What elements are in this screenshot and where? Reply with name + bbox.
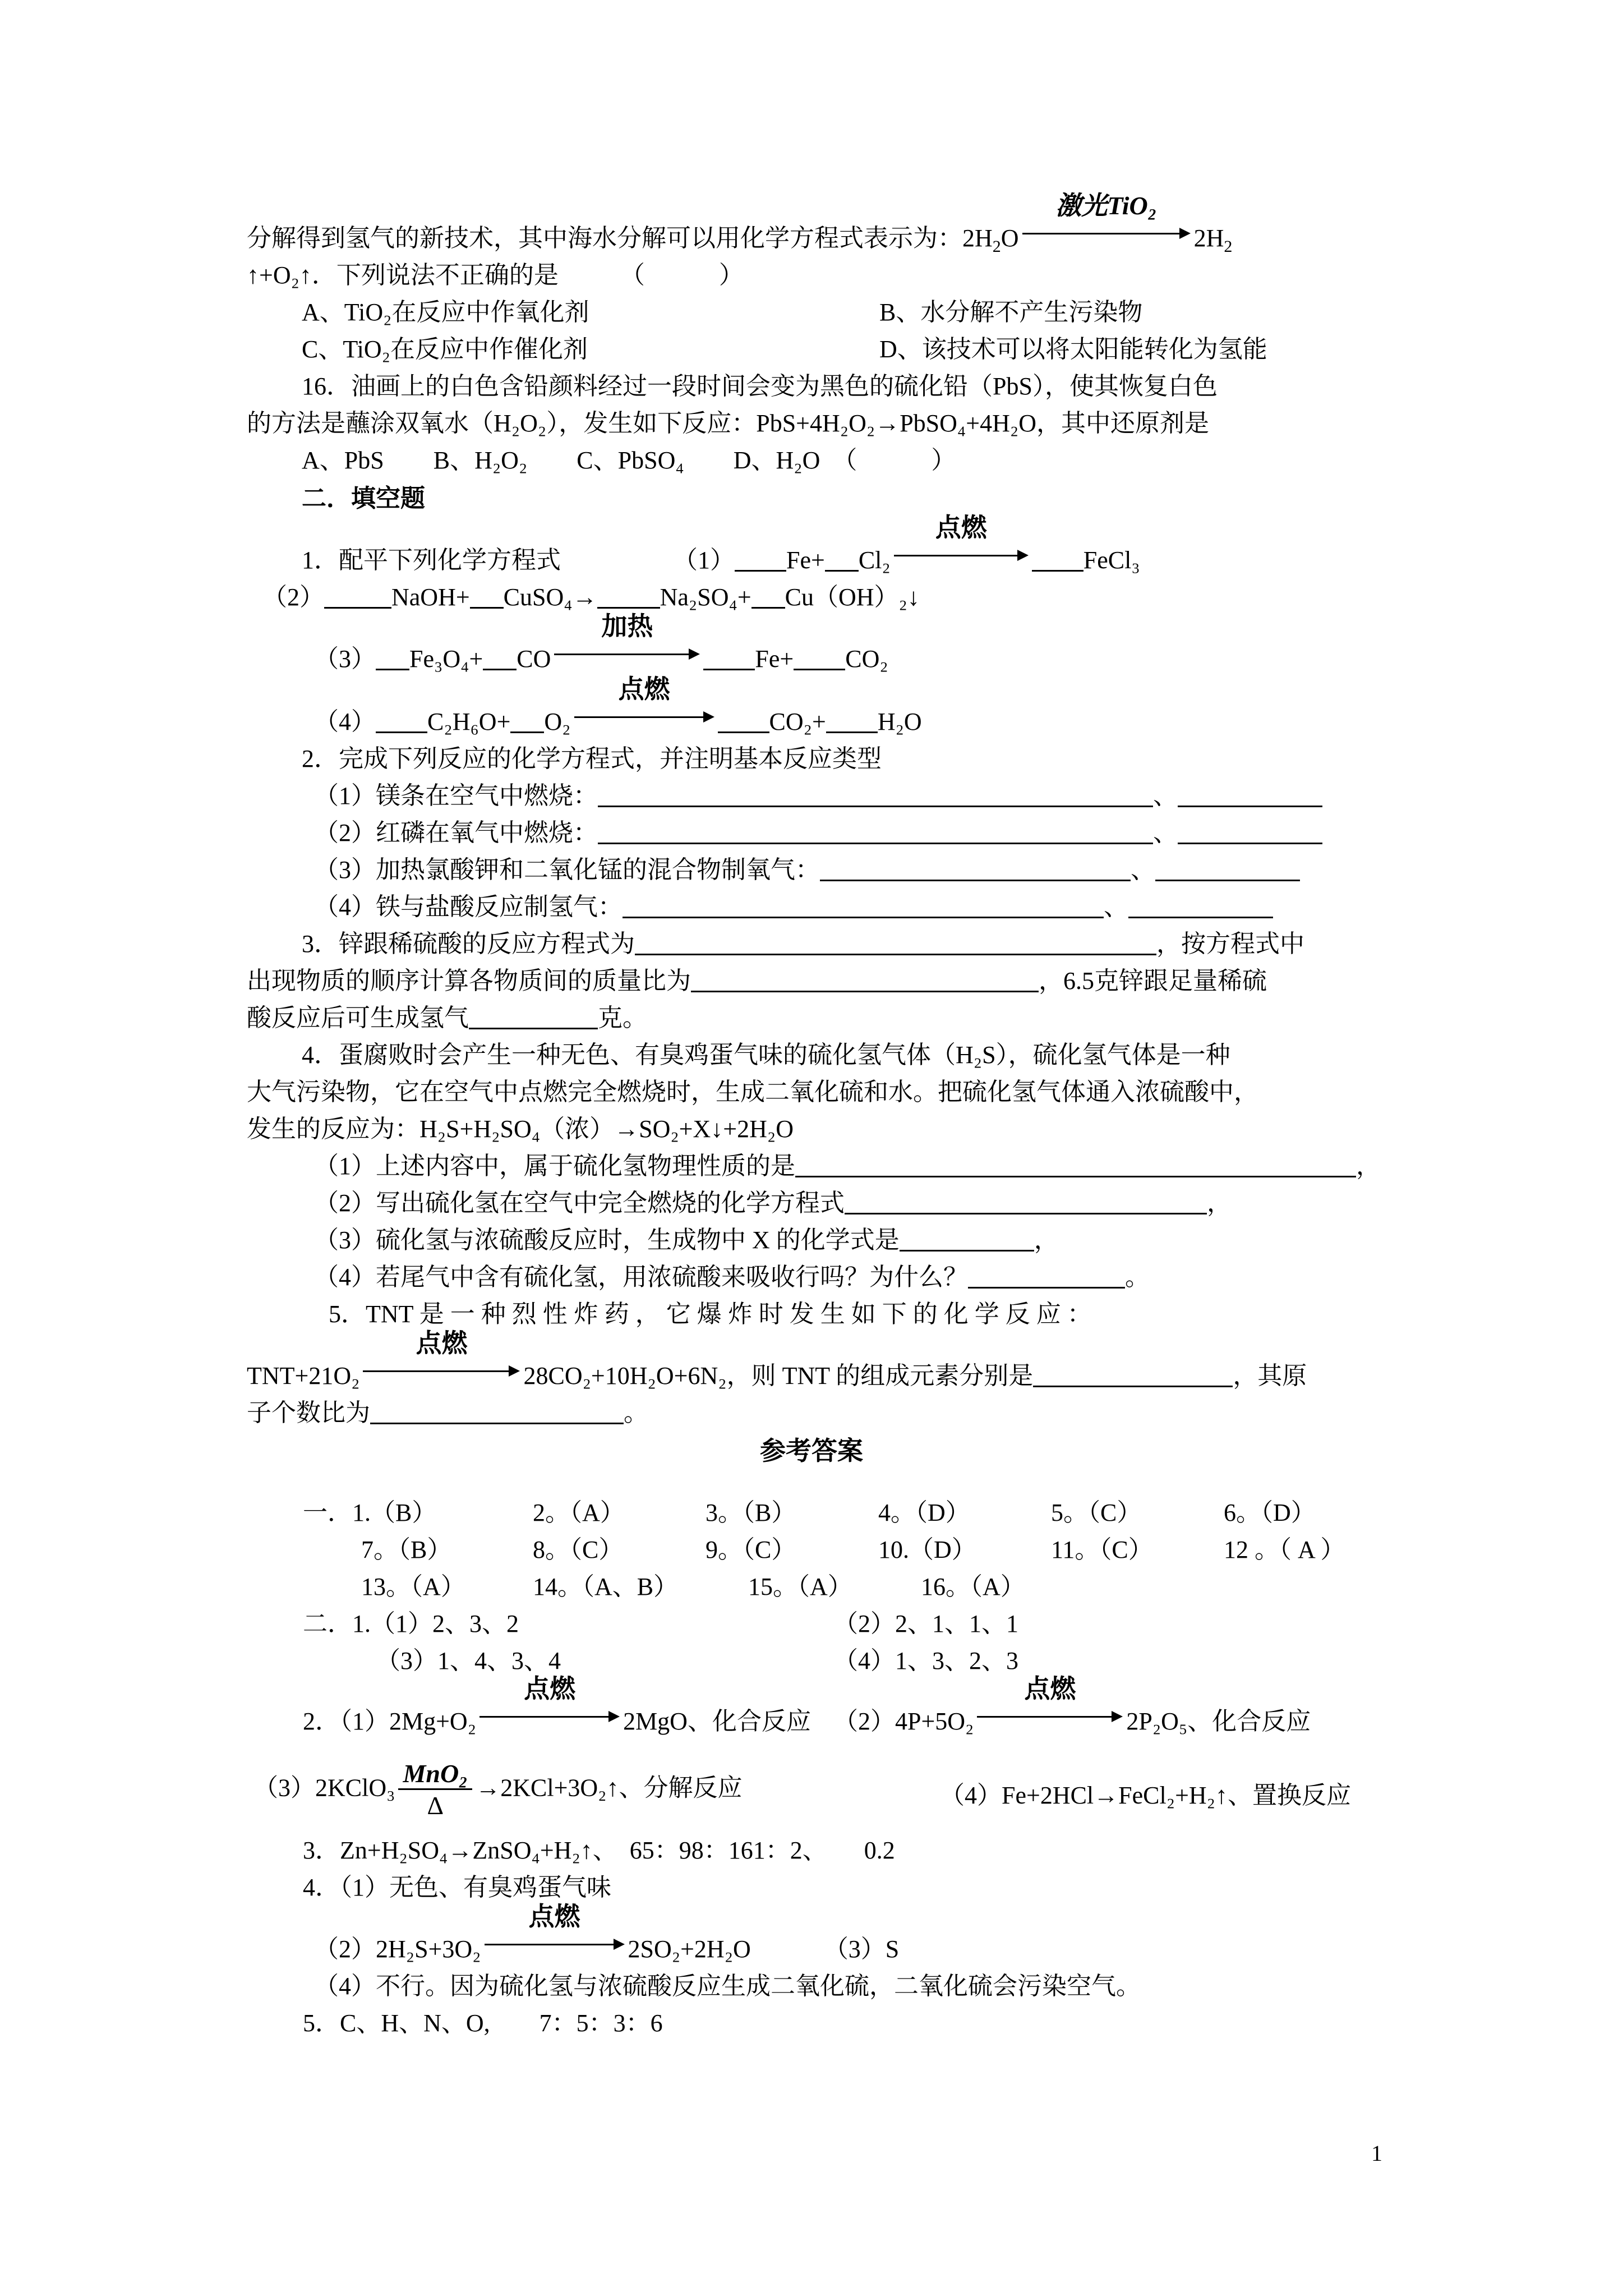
fill-q2-intro: 2．完成下列反应的化学方程式，并注明基本反应类型 <box>302 745 882 772</box>
fill-q5-text: ，其原 <box>1233 1362 1307 1389</box>
answer-blank[interactable] <box>1128 891 1273 918</box>
answer-item: 10.（D） <box>878 1536 976 1563</box>
fill-q5-line3 <box>247 1395 648 1432</box>
answer-blank[interactable] <box>826 706 878 733</box>
answer-item: （3）1、4、3、4 <box>376 1647 561 1674</box>
q16-line2: 的方法是蘸涂双氧水（H₂O₂），发生如下反应：PbS+4H₂O₂→PbSO₄+4H₂O，其中还原剂是 <box>247 409 1209 437</box>
eq-term: （2）2H₂S+3O₂ <box>314 1935 481 1963</box>
eq-term: TNT+21O₂ <box>247 1362 360 1389</box>
answer-blank[interactable] <box>370 1397 624 1424</box>
answers-title: 参考答案 <box>760 1437 863 1465</box>
eq-term: Fe+ <box>755 645 794 673</box>
eq-term: Na₂SO₄+ <box>660 583 751 611</box>
fill-q4-s4 <box>314 1259 1150 1296</box>
answer-blank[interactable] <box>623 891 1104 918</box>
eq-term: Fe+ <box>786 546 825 574</box>
answer-blank[interactable] <box>820 854 1131 881</box>
answer-line: （4）不行。因为硫化氢与浓硫酸反应生成二氧化硫，二氧化硫会污染空气。 <box>314 1972 1141 2000</box>
answer-blank[interactable] <box>1032 544 1083 572</box>
fill-q4-line2: 大气污染物，它在空气中点燃完全燃烧时，生成二氧化硫和水。把硫化氢气体通入浓硫酸中， <box>247 1078 1258 1106</box>
answer-blank[interactable] <box>691 965 1039 992</box>
q16-line1: 16．油画上的白色含铅颜料经过一段时间会变为黑色的硫化铅（PbS），使其恢复白色 <box>302 372 1218 400</box>
reaction-arrow <box>479 1674 620 1729</box>
answer-item: 4。（D） <box>878 1499 970 1526</box>
fill-q1-line1 <box>302 513 1140 579</box>
answer-blank[interactable] <box>735 544 786 572</box>
q15-option-c: C、TiO₂在反应中作催化剂 <box>302 335 588 363</box>
arrow-label: 点燃 <box>528 1902 580 1931</box>
answer-blank[interactable] <box>469 1002 598 1029</box>
answer-blank[interactable] <box>324 581 391 609</box>
separator: 、 <box>1104 893 1128 921</box>
q15-product: 2H <box>1193 224 1224 252</box>
eq-term: 2SO₂+2H₂O <box>628 1935 751 1963</box>
arrow-label: 点燃 <box>935 513 987 542</box>
answer-item: 2。（A） <box>533 1499 625 1526</box>
answer-line <box>253 1759 743 1821</box>
answer-blank[interactable] <box>1155 854 1300 881</box>
fill-q2-4 <box>314 889 1273 926</box>
arrow-label: 点燃 <box>618 675 670 703</box>
punct: ， <box>1034 1226 1059 1254</box>
answer-item: 一．1.（B） <box>303 1499 437 1526</box>
answer-blank[interactable] <box>703 643 755 670</box>
separator: 、 <box>1153 819 1178 846</box>
fill-q3-line3 <box>247 1000 647 1037</box>
fill-q4-s1 <box>314 1148 1381 1185</box>
arrow-label: 点燃 <box>1024 1674 1076 1703</box>
reaction-arrow <box>977 1674 1123 1729</box>
fill-q4-s3-text: （3）硫化氢与浓硫酸反应时，生成物中 X 的化学式是 <box>314 1226 900 1254</box>
answer-blank[interactable] <box>794 643 845 670</box>
fill-q1-line3 <box>314 612 888 678</box>
answer-item: 二．1.（1）2、3、2 <box>303 1610 519 1637</box>
answer-blank[interactable] <box>968 1261 1125 1289</box>
answer-blank[interactable] <box>376 643 409 670</box>
q15-text-o: O <box>1000 224 1019 252</box>
fill-q5-text: 。 <box>624 1399 648 1427</box>
eq-term: Cl₂ <box>858 546 891 574</box>
fill-q3-text: 酸反应后可生成氢气 <box>247 1004 469 1032</box>
answer-line: 4．（1）无色、有臭鸡蛋气味 <box>303 1874 611 1901</box>
reaction-arrow <box>894 513 1029 568</box>
eq-number: （4） <box>314 708 376 735</box>
separator: 、 <box>1153 782 1178 809</box>
answer-item: 6。（D） <box>1224 1499 1316 1526</box>
fill-q5-text: 28CO₂+10H₂O+6N₂，则 TNT 的组成元素分别是 <box>523 1362 1034 1389</box>
q15-line1: 分解得到氢气的新技术，其中海水分解可以用化学方程式表示为：$2H_2O$ 激光TiO₂ $2H_2$ <box>247 191 1233 256</box>
eq-term: （2）4P+5O₂ <box>833 1708 974 1735</box>
fill-q4-line3: 发生的反应为：H₂S+H₂SO₄（浓）→SO₂+X↓+2H₂O <box>247 1115 794 1143</box>
fill-q3-text: 出现物质的顺序计算各物质间的质量比为 <box>247 967 691 995</box>
q15-option-d: D、该技术可以将太阳能转化为氢能 <box>879 335 1267 363</box>
answer-item: 12 。（ A ） <box>1224 1536 1345 1563</box>
fill-q2-1-text: （1）镁条在空气中燃烧： <box>314 782 598 809</box>
eq-term: CO₂ <box>845 645 888 673</box>
arrow-label: 加热 <box>601 612 653 641</box>
answer-blank[interactable] <box>1178 780 1322 807</box>
fill-q2-3 <box>314 852 1300 889</box>
fill-q3-text: 克。 <box>598 1004 647 1032</box>
eq-term: C₂H₆O+ <box>427 708 511 735</box>
eq-term: CO <box>517 645 551 673</box>
catalyst-fraction <box>398 1759 472 1821</box>
answer-blank[interactable] <box>1033 1360 1233 1387</box>
fill-q2-3-text: （3）加热氯酸钾和二氧化锰的混合物制氧气： <box>314 856 820 884</box>
fill-q4-s2 <box>314 1185 1232 1222</box>
q15-line2: ↑+O₂↑．下列说法不正确的是 （ ） <box>247 261 744 289</box>
answer-item: 7。（B） <box>361 1536 452 1563</box>
eq-term: （3）2KClO₃ <box>253 1774 395 1802</box>
answer-item: 15。（A） <box>748 1573 852 1600</box>
eq-term: H₂O <box>877 708 922 735</box>
eq-term: CO₂+ <box>769 708 826 735</box>
fill-q5-text: 子个数比为 <box>247 1399 370 1427</box>
eq-term: （3）S <box>823 1935 900 1963</box>
fill-q3-text: ，按方程式中 <box>1156 930 1304 958</box>
fill-q3-line1 <box>302 926 1304 963</box>
answer-item: 8。（C） <box>533 1536 624 1563</box>
eq-number: （2） <box>262 583 324 611</box>
answer-blank[interactable] <box>635 928 1156 955</box>
section-title: 二．填空题 <box>302 485 425 512</box>
answer-blank[interactable] <box>598 817 1153 844</box>
q16-options: A、PbS B、H₂O₂ C、PbSO₄ D、H₂O （ ） <box>302 447 956 474</box>
fill-q2-4-text: （4）铁与盐酸反应制氢气： <box>314 893 623 921</box>
answer-line: 3．Zn+H₂SO₄→ZnSO₄+H₂↑、 65：98：161：2、 0.2 <box>303 1837 895 1864</box>
answer-blank[interactable] <box>598 780 1153 807</box>
q15-option-a: A、TiO₂在反应中作氧化剂 <box>302 298 589 326</box>
reaction-arrow <box>554 612 700 667</box>
fill-q2-2-text: （2）红磷在氧气中燃烧： <box>314 819 598 846</box>
eq-term: 2MgO、化合反应 <box>623 1708 811 1735</box>
separator: 、 <box>1131 856 1155 884</box>
fill-q1-intro: 1．配平下列化学方程式 <box>302 546 561 574</box>
fill-q4-line1: 4．蛋腐败时会产生一种无色、有臭鸡蛋气味的硫化氢气体（H₂S），硫化氢气体是一种 <box>302 1041 1230 1069</box>
eq-number: （3） <box>314 645 376 673</box>
answer-blank[interactable] <box>900 1224 1034 1251</box>
answer-item: 14。（A、B） <box>533 1573 679 1600</box>
answer-line: 5．C、H、N、O, 7：5：3：6 <box>303 2009 663 2037</box>
answer-blank[interactable] <box>470 581 504 609</box>
punct: 。 <box>1125 1263 1150 1291</box>
fill-q4-s3 <box>314 1222 1059 1259</box>
answer-item: 5。（C） <box>1051 1499 1142 1526</box>
fill-q3-text: ，6.5克锌跟足量稀硫 <box>1039 967 1267 995</box>
fill-q3-line2 <box>247 963 1267 1000</box>
arrow-label: 点燃 <box>524 1674 576 1703</box>
answer-blank[interactable] <box>597 581 660 609</box>
arrow-label: 激光TiO₂ <box>1055 191 1157 220</box>
fill-q2-1 <box>314 777 1322 815</box>
page-number: 1 <box>1371 2141 1382 2166</box>
catalyst-label: MnO₂ <box>398 1759 472 1790</box>
answer-item: 13。（A） <box>361 1573 465 1600</box>
punct: ， <box>1356 1152 1381 1180</box>
answer-item: 9。（C） <box>706 1536 796 1563</box>
q15-text: 分解得到氢气的新技术，其中海水分解可以用化学方程式表示为：2H <box>247 224 993 252</box>
eq-term: 2．（1）2Mg+O₂ <box>303 1708 477 1735</box>
eq-term: Fe₃O₄+ <box>409 645 483 673</box>
arrow-label: 点燃 <box>416 1329 468 1358</box>
eq-term: CuSO₄→ <box>503 583 597 611</box>
answer-item: 3。（B） <box>706 1499 796 1526</box>
punct: ， <box>1207 1189 1232 1217</box>
fill-q1-line4 <box>314 675 922 740</box>
answer-line <box>314 1902 900 1968</box>
answer-item: （4）1、3、2、3 <box>833 1647 1018 1674</box>
reaction-arrow <box>574 675 714 730</box>
answer-item: （2）2、1、1、1 <box>833 1610 1018 1637</box>
fill-q4-s1-text: （1）上述内容中，属于硫化氢物理性质的是 <box>314 1152 795 1180</box>
answer-item: 16。（A） <box>921 1573 1025 1600</box>
eq-term: Cu（OH）₂↓ <box>785 583 920 611</box>
answer-line: （4）Fe+2HCl→FeCl₂+H₂↑、置换反应 <box>940 1782 1352 1809</box>
reaction-arrow <box>485 1902 625 1957</box>
eq-term: NaOH+ <box>391 583 470 611</box>
answer-blank[interactable] <box>376 706 427 733</box>
fill-q3-text: 3．锌跟稀硫酸的反应方程式为 <box>302 930 635 958</box>
eq-number: （1） <box>673 546 735 574</box>
answer-item: 11。（C） <box>1051 1536 1153 1563</box>
fill-q5-line1: 5．TNT 是 一 种 烈 性 炸 药 ， 它 爆 炸 时 发 生 如 下 的 化 学 反 应 ： <box>329 1300 1092 1328</box>
fill-q5-line2 <box>247 1329 1307 1395</box>
eq-term: 2P₂O₅、化合反应 <box>1126 1708 1311 1735</box>
fill-q4-s4-text: （4）若尾气中含有硫化氢，用浓硫酸来吸收行吗？为什么？ <box>314 1263 968 1291</box>
fill-q2-2 <box>314 815 1322 852</box>
answer-blank[interactable] <box>751 581 785 609</box>
reaction-arrow <box>363 1329 520 1384</box>
answer-blank[interactable] <box>483 643 517 670</box>
answer-blank[interactable] <box>845 1187 1207 1214</box>
eq-term: FeCl₃ <box>1083 546 1140 574</box>
answer-line <box>303 1674 1311 1740</box>
answer-blank[interactable] <box>718 706 769 733</box>
eq-term: →2KCl+3O₂↑、分解反应 <box>476 1774 743 1802</box>
heat-symbol: Δ <box>427 1791 444 1820</box>
answer-blank[interactable] <box>795 1150 1356 1177</box>
answer-blank[interactable] <box>1178 817 1322 844</box>
fill-q4-s2-text: （2）写出硫化氢在空气中完全燃烧的化学方程式 <box>314 1189 845 1217</box>
eq-term: O₂ <box>544 708 571 735</box>
answer-blank[interactable] <box>510 706 544 733</box>
q15-option-b: B、水分解不产生污染物 <box>879 298 1143 326</box>
reaction-arrow <box>1022 191 1191 246</box>
answer-blank[interactable] <box>825 544 859 572</box>
